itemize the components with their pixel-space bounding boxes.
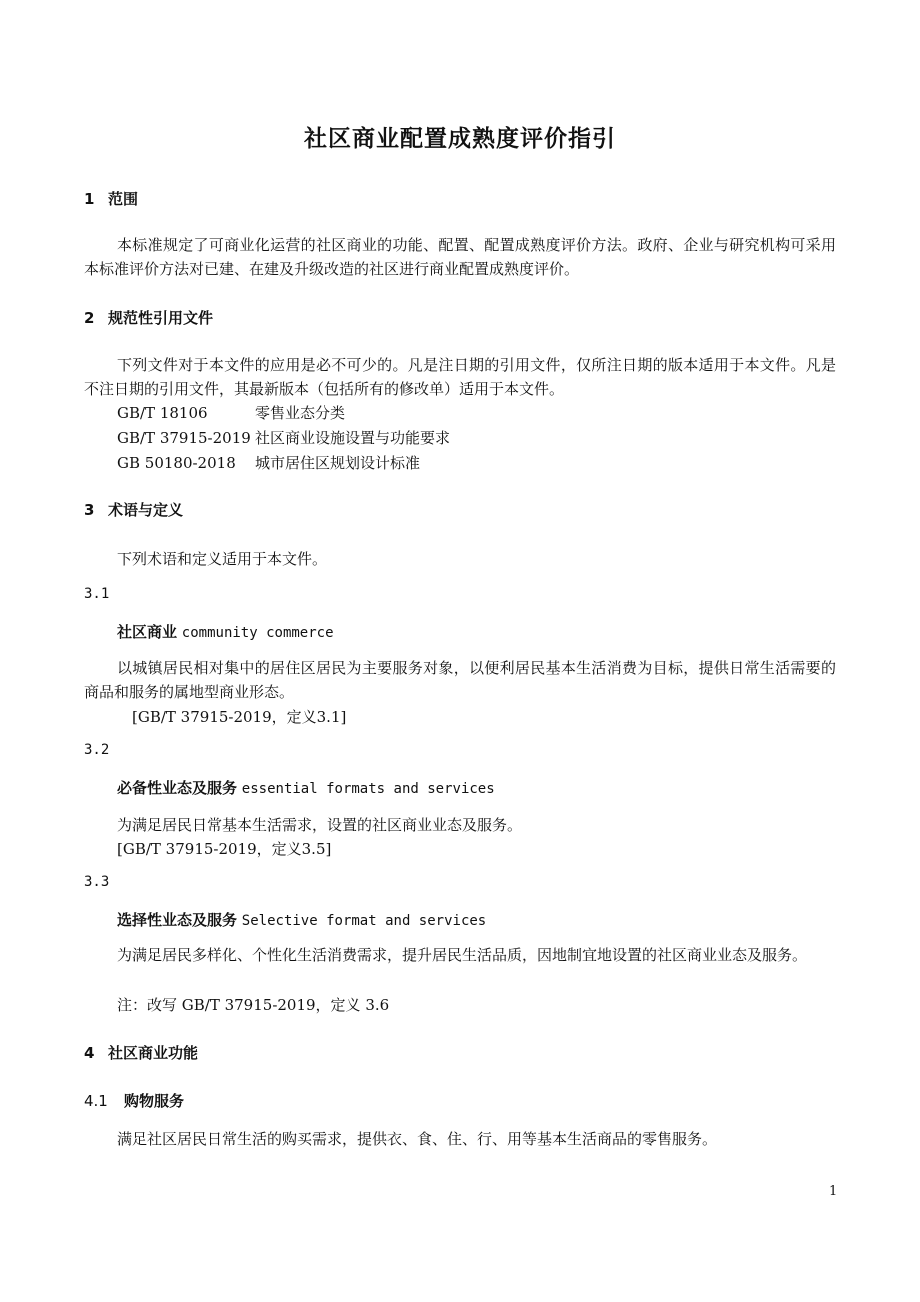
section-title: 社区商业功能: [108, 1044, 199, 1062]
term-definition: 以城镇居民相对集中的居住区居民为主要服务对象，以便利居民基本生活消费为目标，提供日常生活需要的商品和服务的属地型商业形态。: [84, 659, 836, 701]
subsection-heading-shopping: [84, 1090, 184, 1111]
reference-title: 零售业态分类: [255, 404, 346, 422]
term-en: community commerce: [181, 625, 334, 641]
reference-row: [117, 452, 420, 473]
terms-intro: 下列术语和定义适用于本文件。: [117, 550, 328, 568]
section-heading-scope: [84, 188, 138, 209]
term-note: 注：改写 GB/T 37915-2019，定义 3.6: [117, 996, 390, 1014]
section-number: 3: [84, 501, 95, 519]
section-heading-functions: [84, 1042, 198, 1063]
section-number: 1: [84, 190, 95, 208]
section-heading-terms: [84, 499, 183, 520]
term-en: Selective format and services: [241, 913, 487, 929]
references-paragraph: 下列文件对于本文件的应用是必不可少的。凡是注日期的引用文件，仅所注日期的版本适用于本文件。凡是不注日期的引用文件，其最新版本（包括所有的修改单）适用于本文件。: [84, 356, 836, 398]
reference-title: 社区商业设施设置与功能要求: [255, 429, 451, 447]
section-title: 规范性引用文件: [108, 309, 214, 327]
section-number: 2: [84, 309, 95, 327]
reference-row: [117, 402, 345, 423]
term-definition: 为满足居民多样化、个性化生活消费需求，提升居民生活品质，因地制宜地设置的社区商业业态及服务。: [117, 946, 808, 964]
reference-code: GB/T 37915-2019: [117, 429, 251, 447]
term-zh: 社区商业: [117, 623, 178, 641]
term-number: 3.2: [84, 742, 110, 758]
page-number: 1: [829, 1184, 838, 1199]
term-number: 3.1: [84, 586, 110, 602]
term-heading: [117, 909, 486, 930]
section-number: 4: [84, 1044, 95, 1062]
subsection-number: 4.1: [84, 1092, 108, 1110]
term-heading: [117, 621, 334, 642]
subsection-title: 购物服务: [124, 1092, 185, 1110]
term-source: [GB/T 37915-2019，定义3.1]: [132, 708, 347, 726]
term-number: 3.3: [84, 874, 110, 890]
section-title: 术语与定义: [108, 501, 184, 519]
term-en: essential formats and services: [241, 781, 495, 797]
term-heading: [117, 777, 495, 798]
section-heading-references: [84, 307, 213, 328]
term-zh: 必备性业态及服务: [117, 779, 238, 797]
section-title: 范围: [108, 190, 139, 208]
reference-title: 城市居住区规划设计标准: [255, 454, 421, 472]
document-title: 社区商业配置成熟度评价指引: [304, 126, 616, 152]
shopping-paragraph: 满足社区居民日常生活的购买需求，提供衣、食、住、行、用等基本生活商品的零售服务。: [117, 1130, 718, 1148]
reference-code: GB/T 18106: [117, 404, 208, 422]
reference-row: [117, 427, 450, 448]
reference-code: GB 50180-2018: [117, 454, 236, 472]
scope-paragraph: 本标准规定了可商业化运营的社区商业的功能、配置、配置成熟度评价方法。政府、企业与研究机构可采用本标准评价方法对已建、在建及升级改造的社区进行商业配置成熟度评价。: [84, 236, 836, 278]
term-source: [GB/T 37915-2019，定义3.5]: [117, 840, 332, 858]
term-definition: 为满足居民日常基本生活需求，设置的社区商业业态及服务。: [117, 816, 523, 834]
term-zh: 选择性业态及服务: [117, 911, 238, 929]
